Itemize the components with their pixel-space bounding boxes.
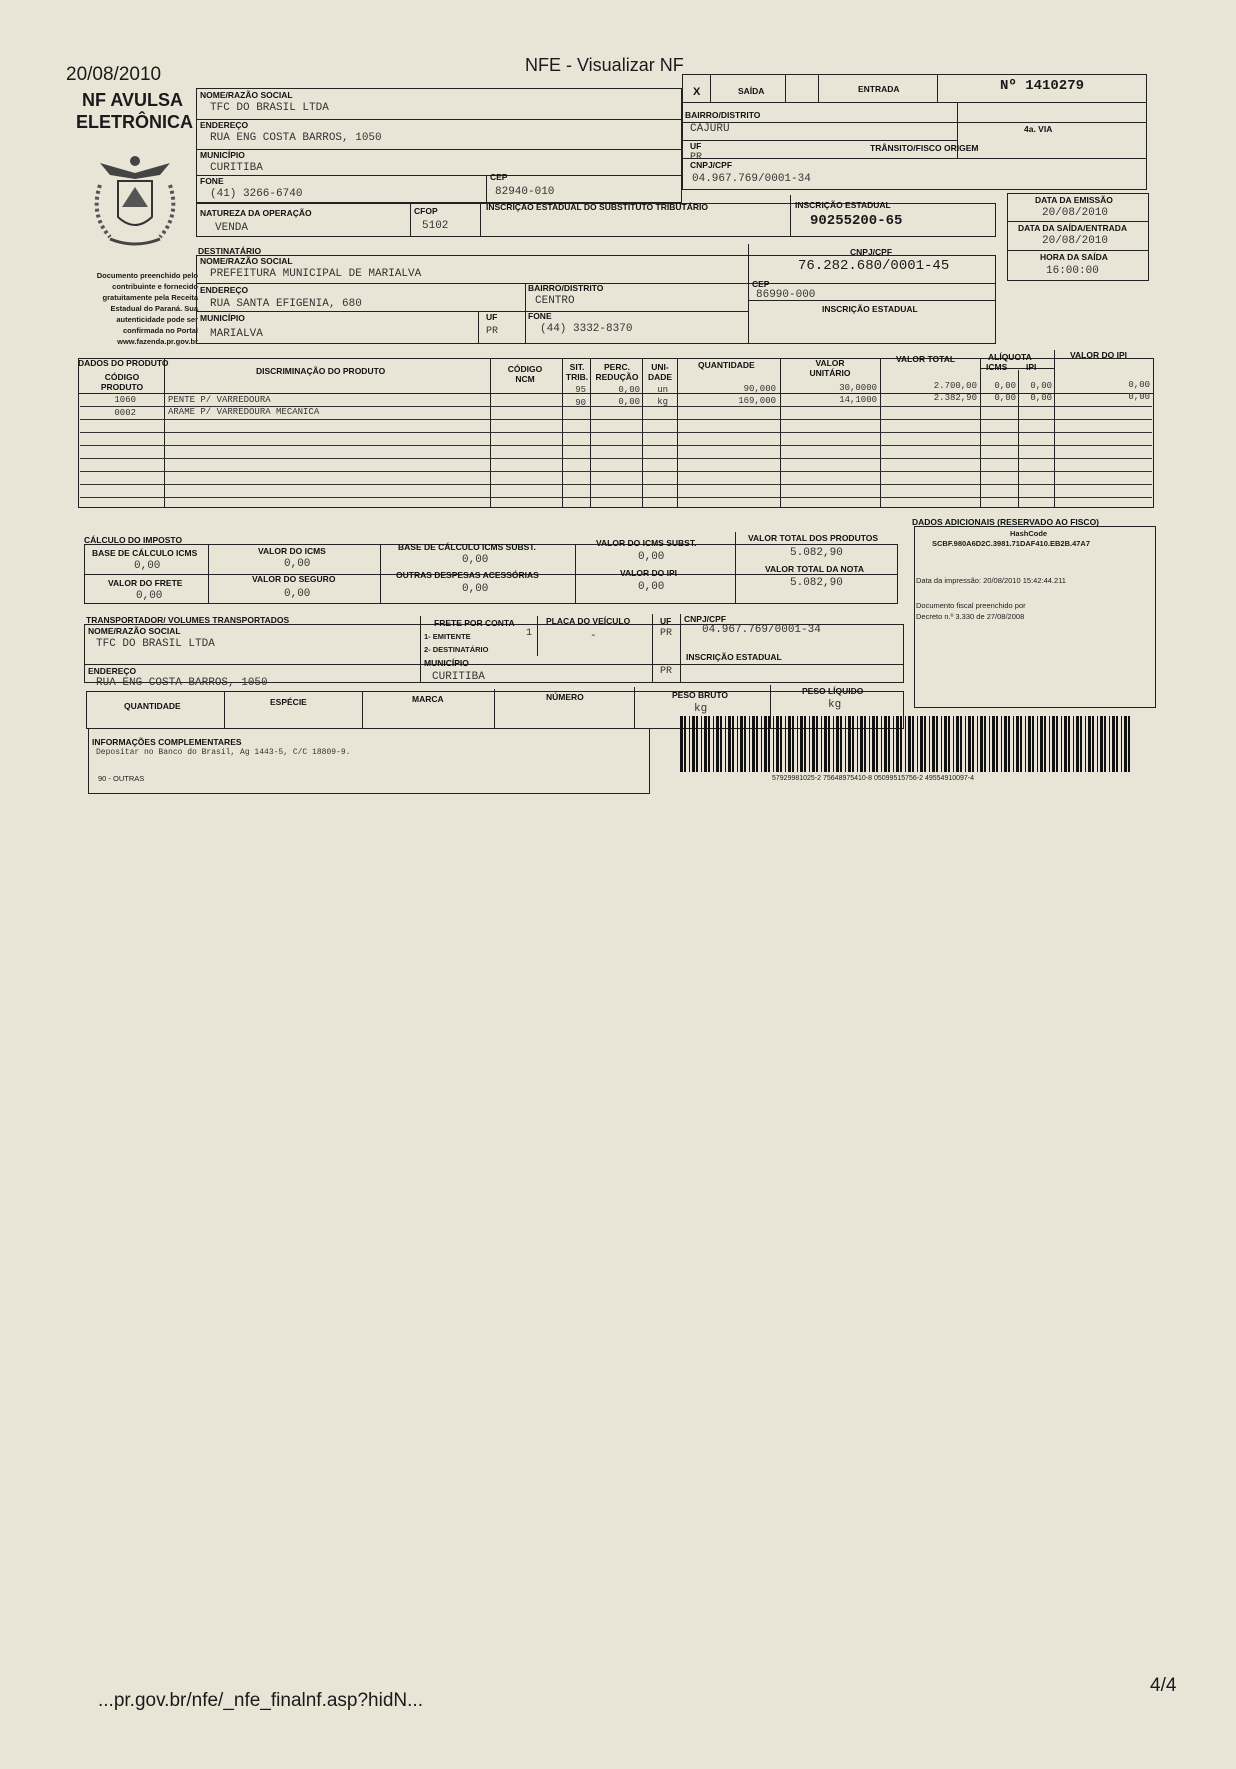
print-date: 20/08/2010 bbox=[66, 64, 162, 85]
outras-despesas: 0,00 bbox=[462, 583, 489, 595]
emitente-uf: PR bbox=[690, 152, 703, 163]
side-note: Documento preenchido pelo contribuinte e fornecido gratuitamente pela Receita Estadual do Paraná. Sua autenticidade pode ser confirmada no Portal www.fazenda.pr.gov.br bbox=[96, 271, 198, 346]
peso-bruto: kg bbox=[694, 703, 708, 715]
destinatario-fone: (44) 3332-8370 bbox=[540, 323, 633, 335]
barcode bbox=[680, 716, 1136, 776]
valor-seguro: 0,00 bbox=[284, 588, 311, 600]
total-produtos: 5.082,90 bbox=[790, 547, 843, 559]
coat-of-arms-icon bbox=[80, 145, 190, 255]
x-mark: X bbox=[693, 86, 701, 98]
destinatario-bairro: CENTRO bbox=[535, 295, 575, 307]
emitente-nome: TFC DO BRASIL LTDA bbox=[210, 102, 329, 114]
transportador-municipio: CURITIBA bbox=[432, 671, 485, 683]
valor-ipi: 0,00 bbox=[638, 581, 665, 593]
emitente-bairro: CAJURU bbox=[690, 123, 730, 135]
destinatario-municipio: MARIALVA bbox=[210, 328, 263, 340]
destinatario-endereco: RUA SANTA EFIGENIA, 680 bbox=[210, 298, 362, 310]
brand-line-1: NF AVULSA bbox=[82, 90, 183, 110]
emitente-fone: (41) 3266-6740 bbox=[210, 188, 303, 200]
emitente-endereco: RUA ENG COSTA BARROS, 1050 bbox=[210, 132, 382, 144]
data-impressao: Data da impressão: 20/08/2010 15:42:44.211 bbox=[916, 576, 1066, 585]
data-saida: 20/08/2010 bbox=[1042, 235, 1109, 247]
frete-por-conta: 1 bbox=[526, 628, 533, 639]
total-nota: 5.082,90 bbox=[790, 577, 843, 589]
brand-line-2: ELETRÔNICA bbox=[76, 112, 193, 132]
info-complementares-text: Depositar no Banco do Brasil, Ag 1443-5, C/C 18809-9. bbox=[96, 748, 351, 757]
hash-code: SCBF.980A6D2C.3981.71DAF410.EB2B.47A7 bbox=[932, 539, 1090, 548]
emitente-ie: 90255200-65 bbox=[810, 213, 903, 229]
destinatario-uf: PR bbox=[486, 326, 499, 337]
emitente-municipio: CURITIBA bbox=[210, 162, 263, 174]
transportador-nome: TFC DO BRASIL LTDA bbox=[96, 638, 215, 650]
emitente-cep: 82940-010 bbox=[495, 186, 555, 198]
valor-subst: 0,00 bbox=[638, 551, 665, 563]
footer-url: ...pr.gov.br/nfe/_nfe_finalnf.asp?hidN... bbox=[98, 1690, 423, 1711]
valor-frete: 0,00 bbox=[136, 590, 163, 602]
barcode-number: 57929981025-2 75648975410-8 05099515756-2 49554910097-4 bbox=[772, 775, 975, 782]
transportador-uf: PR bbox=[660, 628, 673, 639]
base-icms: 0,00 bbox=[134, 560, 161, 572]
valor-icms: 0,00 bbox=[284, 558, 311, 570]
transportador-endereco: RUA ENG COSTA BARROS, 1050 bbox=[96, 677, 268, 689]
destinatario-nome: PREFEITURA MUNICIPAL DE MARIALVA bbox=[210, 268, 422, 280]
nf-number: Nº 1410279 bbox=[1000, 78, 1085, 94]
transportador-uf2: PR bbox=[660, 666, 673, 677]
destinatario-cnpj: 76.282.680/0001-45 bbox=[798, 258, 950, 274]
page-title: NFE - Visualizar NF bbox=[525, 55, 684, 75]
natureza-operacao: VENDA bbox=[215, 222, 249, 234]
cfop: 5102 bbox=[422, 220, 449, 232]
base-subst: 0,00 bbox=[462, 554, 489, 566]
peso-liquido: kg bbox=[828, 699, 842, 711]
hora-saida: 16:00:00 bbox=[1046, 265, 1099, 277]
transportador-cnpj: 04.967.769/0001-34 bbox=[702, 624, 821, 636]
page-counter: 4/4 bbox=[1150, 1675, 1177, 1696]
data-emissao: 20/08/2010 bbox=[1042, 207, 1109, 219]
destinatario-cep: 86990-000 bbox=[756, 289, 816, 301]
emitente-cnpj: 04.967.769/0001-34 bbox=[692, 173, 811, 185]
placa-veiculo: - bbox=[590, 630, 597, 642]
